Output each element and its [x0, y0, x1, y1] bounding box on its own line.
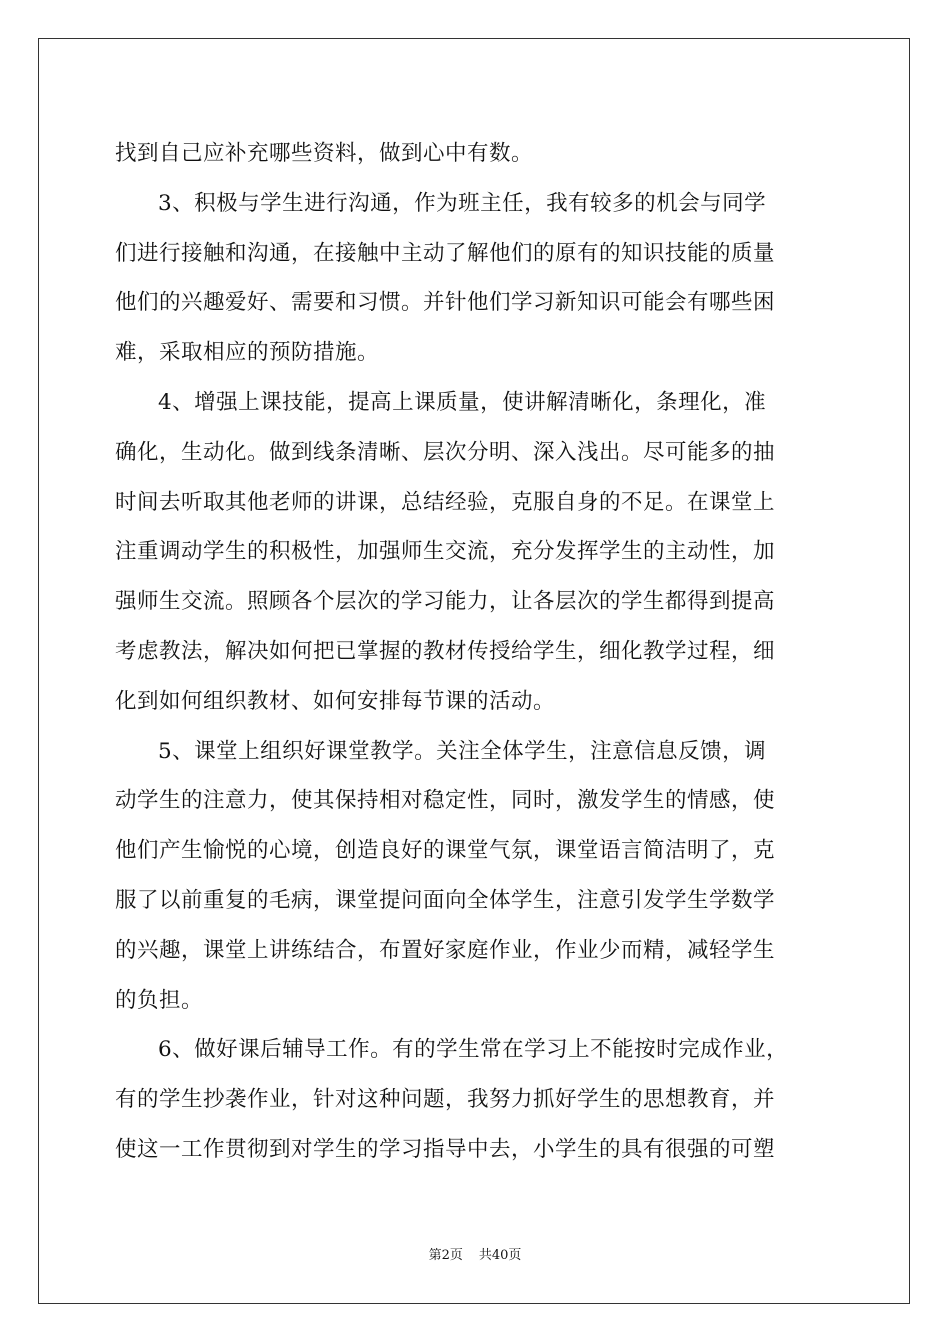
- page-total: 共40页: [478, 1248, 522, 1263]
- page-footer: [0, 1246, 950, 1266]
- text-line: 们进行接触和沟通，在接触中主动了解他们的原有的知识技能的质量: [115, 240, 776, 266]
- text-line: 注重调动学生的积极性，加强师生交流，充分发挥学生的主动性，加: [115, 539, 776, 565]
- text-line: 动学生的注意力，使其保持相对稳定性，同时，激发学生的情感，使: [115, 788, 776, 814]
- text-line: 有的学生抄袭作业，针对这种问题，我努力抓好学生的思想教育，并: [115, 1087, 776, 1113]
- text-line: 4、增强上课技能，提高上课质量，使讲解清晰化，条理化，准: [158, 389, 767, 415]
- text-line: 难，采取相应的预防措施。: [115, 340, 380, 366]
- text-line: 时间去听取其他老师的讲课，总结经验，克服自身的不足。在课堂上: [115, 489, 776, 515]
- text-line: 考虑教法，解决如何把已掌握的教材传授给学生，细化教学过程，细: [115, 638, 776, 664]
- text-line: 6、做好课后辅导工作。有的学生常在学习上不能按时完成作业，: [158, 1037, 789, 1063]
- page-number: 第2页: [428, 1248, 463, 1263]
- document-body: [115, 129, 835, 1175]
- text-line: 的兴趣，课堂上讲练结合，布置好家庭作业，作业少而精，减轻学生: [115, 937, 776, 963]
- text-line: 化到如何组织教材、如何安排每节课的活动。: [115, 688, 556, 714]
- text-line: 的负担。: [115, 987, 204, 1013]
- text-line: 他们的兴趣爱好、需要和习惯。并针他们学习新知识可能会有哪些困: [115, 290, 776, 316]
- text-line: 5、课堂上组织好课堂教学。关注全体学生，注意信息反馈，调: [158, 738, 767, 764]
- text-line: 找到自己应补充哪些资料，做到心中有数。: [115, 141, 534, 166]
- text-line: 他们产生愉悦的心境，创造良好的课堂气氛，课堂语言简洁明了，克: [115, 838, 776, 864]
- text-line: 3、积极与学生进行沟通，作为班主任，我有较多的机会与同学: [158, 190, 767, 216]
- text-line: 使这一工作贯彻到对学生的学习指导中去，小学生的具有很强的可塑: [115, 1136, 776, 1162]
- text-line: 服了以前重复的毛病，课堂提问面向全体学生，注意引发学生学数学: [115, 887, 776, 913]
- text-line: 确化，生动化。做到线条清晰、层次分明、深入浅出。尽可能多的抽: [115, 439, 776, 465]
- text-line: 强师生交流。照顾各个层次的学习能力，让各层次的学生都得到提高: [115, 589, 776, 615]
